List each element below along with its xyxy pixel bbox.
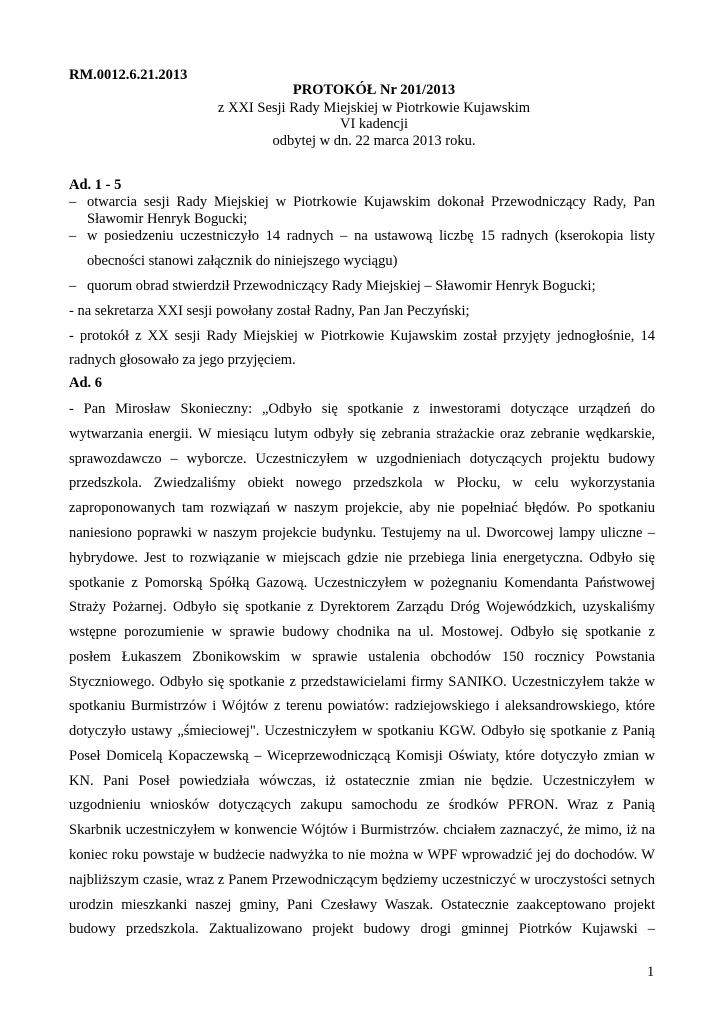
paragraph-line: Skarbnik uczestniczyłem w konwencie Wójtów i Burmistrzów. chciałem zaznaczyć, że mimo, iż na [69,822,655,838]
paragraph-line: urodzin mieszkanki naszej gminy, Pani Czesławy Waszak. Ostatecznie zaakceptowano projekt [69,897,655,913]
paragraph-line: najbliższym czasie, wraz z Panem Przewodniczącym będziemy uczestniczyć w uroczystości setnych [69,872,655,888]
paragraph-line: wstępne porozumienie w sprawie budowy chodnika na ul. Mostowej. Odbyło się spotkanie z [69,624,655,640]
title-line-session: z XXI Sesji Rady Miejskiej w Piotrkowie Kujawskim [217,100,531,116]
paragraph-line: uzgodnieniu wniosków dotyczących zakupu samochodu ze środków PFRON. Wraz z Panią [69,797,655,813]
bullet-dash: – [69,278,77,294]
paragraph-line: sprawozdawczo – wyborcze. Uczestniczyłem w uzgodnieniach dotyczących projektu budowy [69,451,655,467]
paragraph-line: budowy przedszkola. Zaktualizowano projekt budowy drogi gminnej Piotrków Kujawski – [69,921,655,937]
paragraph-line: zaproponowanych tam rozwiązań w naszym projekcie, aby nie popełniać błędów. Po spotkaniu [69,500,655,516]
paragraph-line: radnych głosowało za jego przyjęciem. [69,352,296,368]
bullet-item-text: quorum obrad stwierdził Przewodniczący Rady Miejskiej – Sławomir Henryk Bogucki; [87,278,596,294]
document-reference: RM.0012.6.21.2013 [69,67,188,83]
bullet-dash: – [69,194,77,210]
paragraph-line: spotkaniu Burmistrzów i Wójtów z terenu powiatów: radziejowskiego i aleksandrowskiego, które [69,698,655,714]
paragraph-line: - na sekretarza XXI sesji powołany został Radny, Pan Jan Peczyński; [69,303,470,319]
section-heading-ad-1-5: Ad. 1 - 5 [69,177,122,193]
paragraph-line: Straży Pożarnej. Odbyło się spotkanie z Dyrektorem Zarządu Dróg Wojewódzkich, uzyskaliśmy [69,599,655,615]
bullet-item-text: Sławomir Henryk Bogucki; [87,211,248,227]
paragraph-line: wytwarzania energii. W miesiącu lutym odbyły się zebrania strażackie oraz zebranie wędkarskie, [69,426,655,442]
paragraph-line: dotyczyło ustawy „śmieciowej". Uczestniczyłem w spotkaniu KGW. Odbyło się spotkanie z Panią [69,723,655,739]
paragraph-line: naniesiono poprawki w naszym projekcie budynku. Testujemy na ul. Dworcowej lampy uliczne – [69,525,655,541]
paragraph-line: hybrydowe. Jest to rozwiązanie w miejscach gdzie nie przebiega linia energetyczna. Odbyło się [69,550,655,566]
paragraph-line: - protokół z XX sesji Rady Miejskiej w Piotrkowie Kujawskim został przyjęty jednogłośnie, 14 [69,328,655,344]
bullet-item-text: w posiedzeniu uczestniczyło 14 radnych – na ustawową liczbę 15 radnych (kserokopia listy [87,228,655,244]
paragraph-line: - Pan Mirosław Skonieczny: „Odbyło się spotkanie z inwestorami dotyczące urządzeń do [69,401,655,417]
paragraph-line: Styczniowego. Odbyło się spotkanie z przedstawicielami firmy SANIKO. Uczestniczyłem także w [69,674,655,690]
page-number: 1 [647,964,655,980]
paragraph-line: posłem Łukaszem Zbonikowskim w sprawie ustalenia obchodów 150 rocznicy Powstania [69,649,655,665]
paragraph-line: KN. Pani Poseł powiedziała wówczas, iż ostatecznie zmian nie będzie. Uczestniczyłem w [69,773,655,789]
paragraph-line: spotkanie z Pomorską Spółką Gazową. Uczestniczyłem w pożegnaniu Komendanta Państwowej [69,575,655,591]
title-line-term: VI kadencji [339,116,409,132]
section-heading-ad-6: Ad. 6 [69,375,103,391]
document-title: PROTOKÓŁ Nr 201/2013 [292,82,456,98]
bullet-item-text: obecności stanowi załącznik do niniejszego wyciągu) [87,253,398,269]
bullet-item-text: otwarcia sesji Rady Miejskiej w Piotrkowie Kujawskim dokonał Przewodniczący Rady, Pan [87,194,655,210]
title-line-date: odbytej w dn. 22 marca 2013 roku. [272,133,476,149]
paragraph-line: Poseł Domicelą Kopaczewską – Wiceprzewodniczącą Komisji Oświaty, które dotyczyło zmian w [69,748,655,764]
bullet-dash: – [69,228,77,244]
paragraph-line: koniec roku powstaje w budżecie nadwyżka to nie można w WPF wprowadzić jej do dochodów. W [69,847,655,863]
paragraph-line: przedszkola. Zwiedzaliśmy obiekt nowego przedszkola w Płocku, w celu wykorzystania [69,475,655,491]
